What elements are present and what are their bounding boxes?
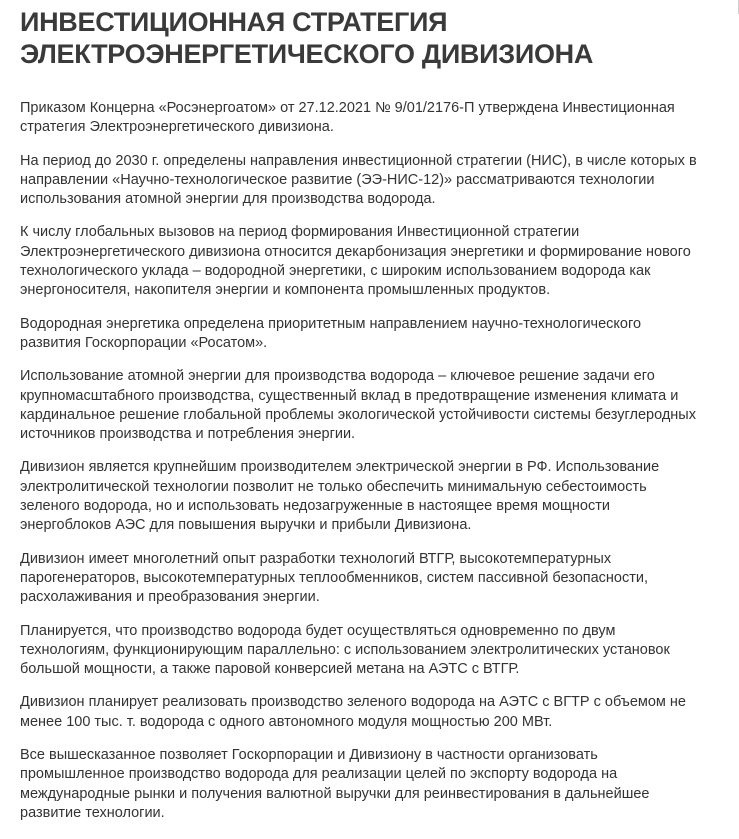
paragraph-line: энергоносителя, накопителя энергии и компонента промышленных продуктов.: [20, 282, 551, 299]
paragraph-line: зеленого водорода, но и использовать недозагруженные в настоящее время мощности: [20, 498, 610, 515]
paragraph-global-challenges: [20, 223, 732, 300]
paragraph-line: менее 100 тыс. т. водорода с одного автономного модуля мощностью 200 МВт.: [20, 713, 553, 730]
paragraph-line: Планируется, что производство водорода будет осуществляться одновременно по двум: [20, 622, 616, 639]
paragraph-nuclear-use: [20, 367, 732, 444]
article-body: [20, 99, 732, 823]
paragraph-line: электролитической технологии позволит не только обеспечить минимальную себестоимость: [20, 478, 647, 495]
paragraph-line: направлении «Научно-технологическое развитие (ЭЭ-НИС-12)» рассматриваются технологии: [20, 171, 655, 188]
paragraph-line: развитие технологии.: [20, 804, 165, 821]
paragraph-line: парогенераторов, высокотемпературных теплообменников, систем пассивной безопасности,: [20, 569, 649, 586]
paragraph-line: Электроэнергетического дивизиона относится декарбонизация энергетики и формирование нового: [20, 243, 691, 260]
paragraph-largest-producer: [20, 458, 732, 535]
paragraph-line: использования атомной энергии для производства водорода.: [20, 191, 436, 208]
paragraph-plans: [20, 693, 732, 732]
paragraph-line: технологиям, функционирующим параллельно: с использованием электролитических установок: [20, 641, 670, 658]
paragraph-line: Приказом Концерна «Росэнергоатом» от 27.12.2021 № 9/01/2176-П утверждена Инвестиционная: [20, 100, 675, 116]
paragraph-line: расхолаживания и преобразования энергии.: [20, 589, 320, 606]
paragraph-conclusion: [20, 746, 732, 823]
paragraph-line: источников производства и потребления энергии.: [20, 426, 356, 443]
page-title-line: ИНВЕСТИЦИОННАЯ СТРАТЕГИЯ: [20, 7, 448, 37]
paragraph-line: развития Госкорпорации «Росатом».: [20, 334, 268, 351]
paragraph-experience: [20, 550, 732, 608]
paragraph-line: Все вышесказанное позволяет Госкорпорации и Дивизиону в частности организовать: [20, 747, 598, 764]
paragraph-order: [20, 99, 732, 138]
paragraph-technologies: [20, 622, 732, 680]
paragraph-line: крупномасштабного производства, существенный вклад в предотвращение изменения климата и: [20, 387, 679, 404]
paragraph-priority: [20, 315, 732, 354]
page-title: [20, 6, 732, 70]
paragraph-directions: [20, 152, 732, 210]
article: [20, 0, 732, 837]
paragraph-line: стратегия Электроэнергетического дивизиона.: [20, 119, 334, 136]
paragraph-line: Дивизион имеет многолетний опыт разработки технологий ВТГР, высокотемпературных: [20, 550, 612, 567]
paragraph-line: промышленное производство водорода для реализации целей по экспорту водорода на: [20, 766, 618, 783]
page-title-line: ЭЛЕКТРОЭНЕРГЕТИЧЕСКОГО ДИВИЗИОНА: [20, 39, 594, 69]
paragraph-line: международные рынки и получения валютной выручки для реинвестирования в дальнейшее: [20, 785, 650, 802]
paragraph-line: кардинальное решение глобальной проблемы экологической устойчивости системы безуглеродных: [20, 406, 696, 423]
paragraph-line: большой мощности, а также паровой конверсией метана на АЭТС с ВТГР.: [20, 661, 520, 678]
paragraph-line: Дивизион является крупнейшим производителем электрической энергии в РФ. Использование: [20, 459, 660, 476]
paragraph-line: К числу глобальных вызовов на период формирования Инвестиционной стратегии: [20, 224, 580, 241]
paragraph-line: Дивизион планирует реализовать производство зеленого водорода на АЭТС с ВГТР с объемом не: [20, 694, 686, 711]
paragraph-line: энергоблоков АЭС для повышения выручки и прибыли Дивизиона.: [20, 517, 472, 534]
paragraph-line: технологического уклада – водородной энергетики, с широким использованием водорода как: [20, 263, 651, 280]
paragraph-line: Использование атомной энергии для производства водорода – ключевое решение задачи его: [20, 368, 655, 385]
paragraph-line: На период до 2030 г. определены направления инвестиционной стратегии (НИС), в числе которых в: [20, 152, 697, 169]
paragraph-line: Водородная энергетика определена приоритетным направлением научно-технологического: [20, 315, 642, 332]
